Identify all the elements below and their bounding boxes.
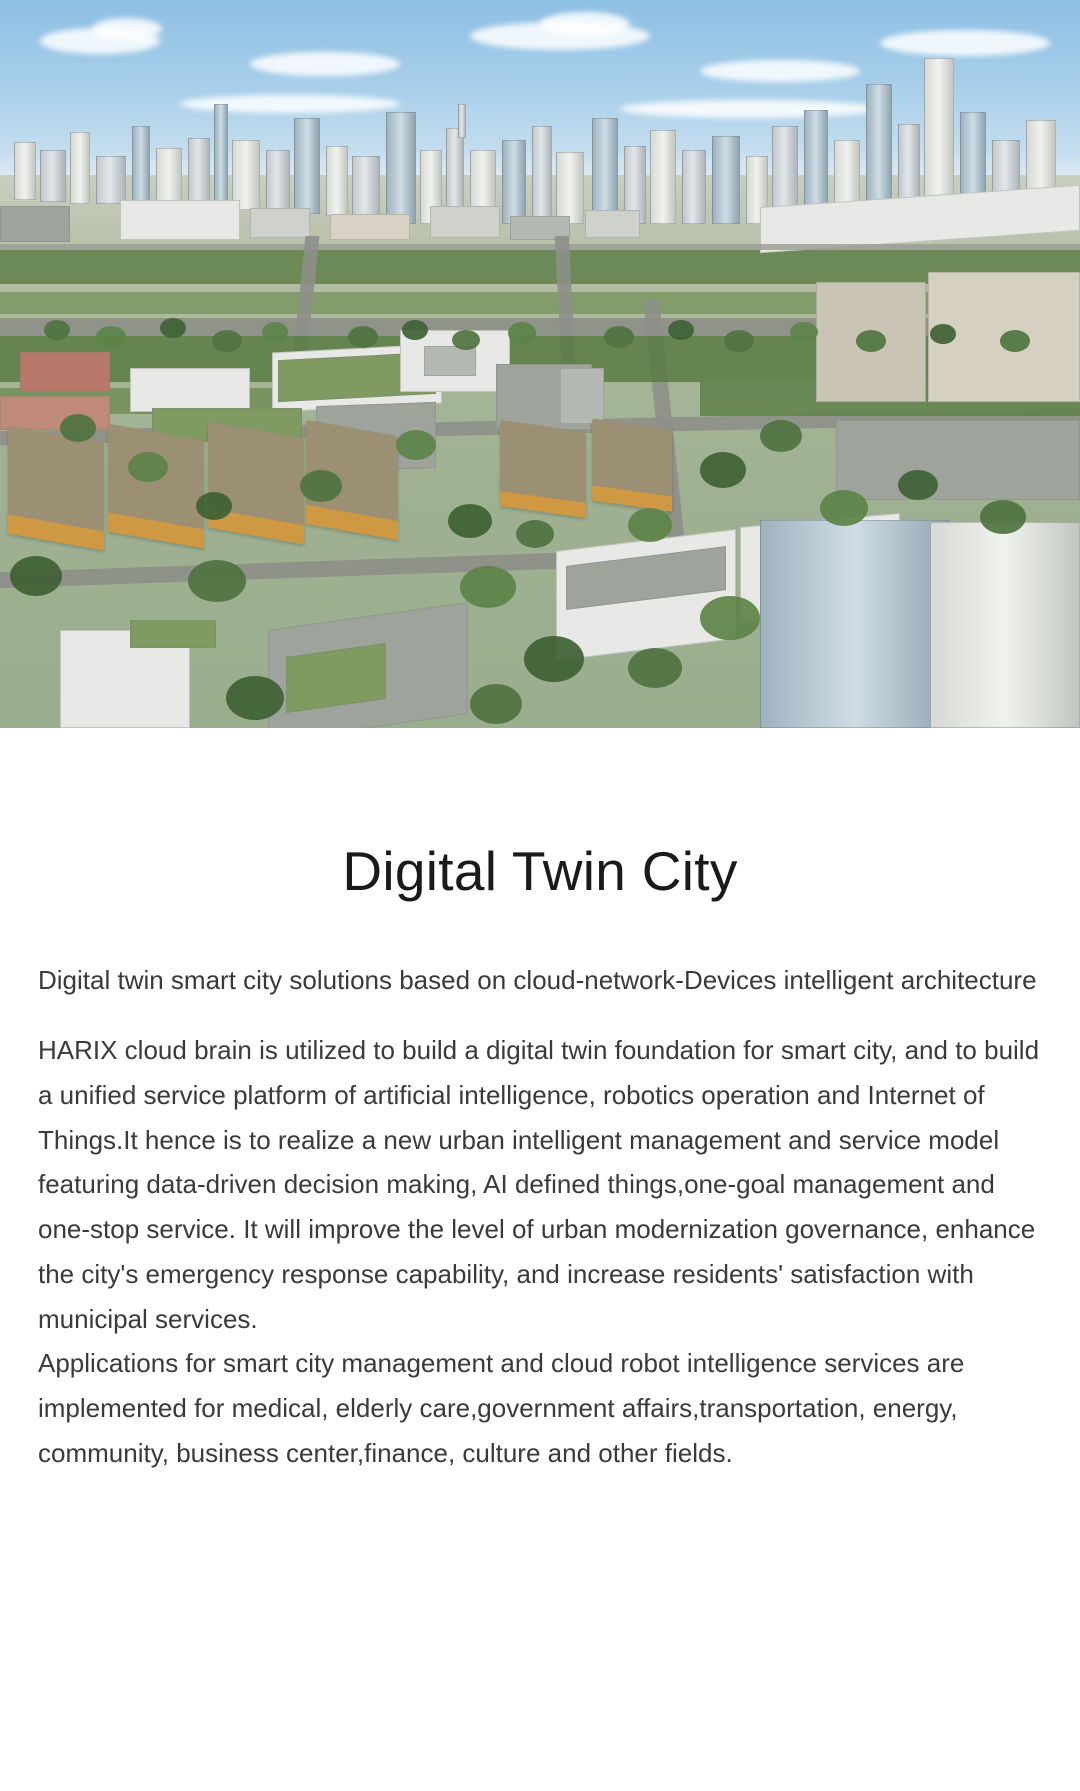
building-detail [424, 346, 476, 376]
building [156, 148, 182, 206]
building [712, 136, 740, 224]
tree [790, 322, 818, 342]
warehouse [8, 426, 104, 551]
building [326, 146, 348, 216]
cloud-icon [92, 18, 162, 40]
tree [396, 430, 436, 460]
tree [700, 596, 760, 640]
article-body [38, 1028, 1042, 1475]
cloud-icon [700, 60, 860, 82]
building [96, 156, 126, 204]
building [532, 126, 552, 224]
warehouse [500, 420, 586, 518]
tree [402, 320, 428, 340]
highrise-building [760, 520, 950, 728]
building [214, 104, 228, 208]
tree [60, 414, 96, 442]
building [14, 142, 36, 200]
tree [10, 556, 62, 596]
tree [470, 684, 522, 724]
building [250, 208, 310, 238]
building [585, 210, 640, 238]
tree [300, 470, 342, 502]
tree [44, 320, 70, 340]
hero-image [0, 0, 1080, 728]
building [682, 150, 706, 224]
building [20, 352, 110, 392]
cloud-icon [540, 12, 630, 36]
building [40, 150, 66, 202]
building [130, 368, 250, 412]
tree [188, 560, 246, 602]
building [386, 112, 416, 224]
tree [160, 318, 186, 338]
building [188, 138, 210, 208]
building [132, 126, 150, 206]
tree [628, 648, 682, 688]
tree [760, 420, 802, 452]
building [556, 152, 584, 224]
tree [452, 330, 480, 350]
tree [820, 490, 868, 526]
tree [262, 322, 288, 342]
tree [604, 326, 634, 348]
warehouse [108, 424, 204, 549]
building [330, 214, 410, 240]
article-content [0, 728, 1080, 1475]
building [502, 140, 526, 224]
tree [1000, 330, 1030, 352]
building [650, 130, 676, 224]
tree [856, 330, 886, 352]
cloud-icon [620, 100, 880, 118]
building [560, 368, 604, 424]
tree [724, 330, 754, 352]
tree [96, 326, 126, 348]
tree [128, 452, 168, 482]
tree [196, 492, 232, 520]
tree [516, 520, 554, 548]
tree [628, 508, 672, 542]
tree [668, 320, 694, 340]
building [70, 132, 90, 204]
article-lead: Digital twin smart city solutions based on cloud-network-Devices intelligent architecture [38, 965, 1037, 995]
cloud-icon [180, 95, 400, 113]
tree [448, 504, 492, 538]
warehouse [208, 422, 304, 545]
tree [508, 322, 536, 344]
cloud-icon [880, 30, 1050, 56]
tree [226, 676, 284, 720]
building [120, 200, 240, 240]
building [0, 206, 70, 242]
cloud-icon [250, 52, 400, 76]
page-title: Digital Twin City [342, 840, 738, 902]
article-paragraph: Applications for smart city management and cloud robot intelligence services are implemented for medical, elderly care,government affairs,transportation, energy, community, business center,finance, culture and other fields. [38, 1348, 965, 1468]
tree [460, 566, 516, 608]
highrise-building [930, 522, 1080, 728]
antenna [458, 104, 466, 138]
tree [898, 470, 938, 500]
tree [348, 326, 378, 348]
tree [212, 330, 242, 352]
article-paragraph: HARIX cloud brain is utilized to build a digital twin foundation for smart city, and to build a unified service platform of artificial intelligence, robotics operation and Internet of Things.It hence is to realize a new urban intelligent management and service model featuring data-driven decision making, AI defined things,one-goal management and one-stop service. It will improve the level of urban modernization governance, enhance the city's emergency response capability, and increase residents' satisfaction with municipal services. [38, 1035, 1040, 1334]
tree [930, 324, 956, 344]
building [352, 156, 380, 218]
building [266, 150, 290, 212]
tree [980, 500, 1026, 534]
building [430, 206, 500, 238]
tree [700, 452, 746, 488]
tree [524, 636, 584, 682]
building [592, 118, 618, 224]
warehouse [592, 418, 672, 511]
building [836, 420, 1080, 500]
green-roof [130, 620, 216, 648]
green-belt [0, 250, 1080, 284]
railway [0, 244, 1080, 250]
building [294, 118, 320, 214]
